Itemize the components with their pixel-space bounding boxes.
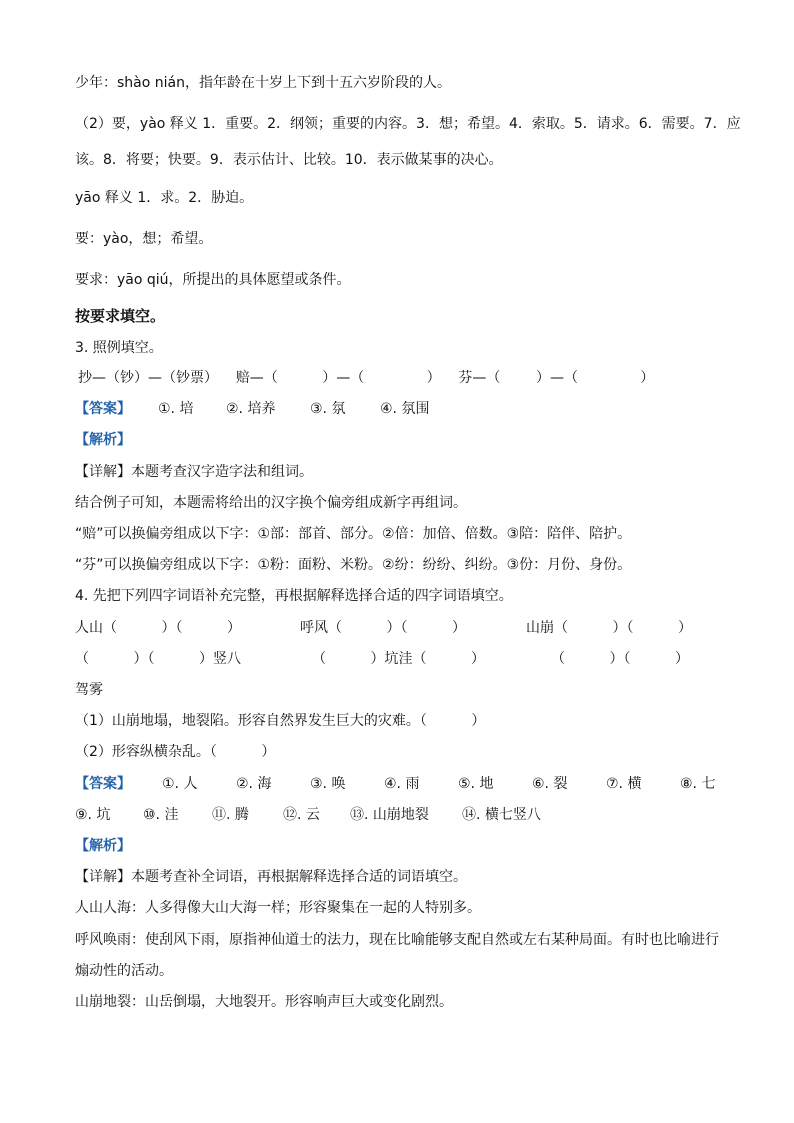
q3-note: “赔”可以换偏旁组成以下字：①部：部首、部分。②倍：加倍、倍数。③陪：陪伴、陪护。: [75, 526, 632, 542]
q4-detail: 【详解】本题考查补全词语，再根据解释选择合适的词语填空。: [75, 869, 467, 885]
q4-blank-item: （ ）（ ）竖八: [75, 651, 242, 667]
q3-answer: ③. 氛: [310, 401, 346, 417]
q3-note: “芬”可以换偏旁组成以下字：①粉：面粉、米粉。②纷：纷纷、纠纷。③份：月份、身份。: [75, 557, 632, 573]
q4-title: 4. 先把下列四字词语补充完整，再根据解释选择合适的四字词语填空。: [75, 588, 513, 604]
q3-note: 结合例子可知，本题需将给出的汉字换个偏旁组成新字再组词。: [75, 495, 467, 511]
q3-answer: ②. 培养: [226, 401, 276, 417]
q4-answer: ⑭. 横七竖八: [462, 807, 541, 823]
q4-blank-item: （ ）坑洼（ ）: [312, 651, 486, 667]
q4-note: 人山人海：人多得像大山大海一样；形容聚集在一起的人特别多。: [75, 900, 481, 916]
q4-sub-question: （1）山崩地塌，地裂陷。形容自然界发生巨大的灾难。（ ）: [75, 713, 486, 729]
q4-answer: ⑤. 地: [458, 776, 494, 792]
text-line: yāo 释义 1．求。2．胁迫。: [75, 190, 254, 206]
q4-answer: ②. 海: [236, 776, 272, 792]
q4-answer: ④. 雨: [384, 776, 420, 792]
q3-answer: ①. 培: [158, 401, 194, 417]
q4-answer: ⑩. 洼: [143, 807, 179, 823]
q4-note: 山崩地裂：山岳倒塌，大地裂开。形容响声巨大或变化剧烈。: [75, 994, 453, 1010]
q4-answer: ①. 人: [162, 776, 198, 792]
q4-blank-item: 人山（ ）（ ）: [75, 620, 242, 636]
q4-answer: ⑬. 山崩地裂: [350, 807, 429, 823]
q4-blank-item: 山崩（ ）（ ）: [526, 620, 693, 636]
text-line: 要求：yāo qiú，所提出的具体愿望或条件。: [75, 272, 351, 288]
q4-analysis-tag: 【解析】: [75, 838, 131, 854]
q4-note: 煽动性的活动。: [75, 963, 173, 979]
q4-answer: ⑨. 坑: [75, 807, 111, 823]
q4-answer: ⑧. 七: [680, 776, 716, 792]
q4-note: 呼风唤雨：使刮风下雨，原指神仙道士的法力，现在比喻能够支配自然或左右某种局面。有时也比喻进行: [75, 932, 719, 948]
q3-analysis-tag: 【解析】: [75, 432, 131, 448]
section-heading: 按要求填空。: [75, 307, 166, 325]
q4-blank-item: 驾雾: [75, 682, 103, 698]
q3-answer-tag: 【答案】: [75, 401, 131, 417]
q3-answer: ④. 氛围: [380, 401, 430, 417]
q4-answer: ⑥. 裂: [532, 776, 568, 792]
text-line: 该。8．将要；快要。9．表示估计、比较。10．表示做某事的决心。: [75, 152, 503, 168]
q4-sub-question: （2）形容纵横杂乱。（ ）: [75, 744, 276, 760]
q4-answer: ⑦. 横: [606, 776, 642, 792]
q4-answer-tag: 【答案】: [75, 776, 131, 792]
q3-title: 3. 照例填空。: [75, 340, 163, 356]
q3-detail: 【详解】本题考查汉字造字法和组词。: [75, 464, 313, 480]
q4-answer: ⑫. 云: [283, 807, 320, 823]
q4-blank-item: （ ）（ ）: [551, 651, 690, 667]
q4-answer: ⑪. 腾: [212, 807, 249, 823]
q3-fill-line: 抄—（钞）—（钞票） 赔—（ ）—（ ） 芬—（ ）—（ ）: [78, 370, 655, 386]
text-line: （2）要，yào 释义 1．重要。2．纲领；重要的内容。3．想；希望。4．索取。5．请求。6．需要。7．应: [75, 116, 741, 132]
q4-blank-item: 呼风（ ）（ ）: [300, 620, 467, 636]
q4-answer: ③. 唤: [310, 776, 346, 792]
text-line: 要：yào，想；希望。: [75, 231, 213, 247]
text-line: 少年：shào nián，指年龄在十岁上下到十五六岁阶段的人。: [75, 75, 451, 91]
